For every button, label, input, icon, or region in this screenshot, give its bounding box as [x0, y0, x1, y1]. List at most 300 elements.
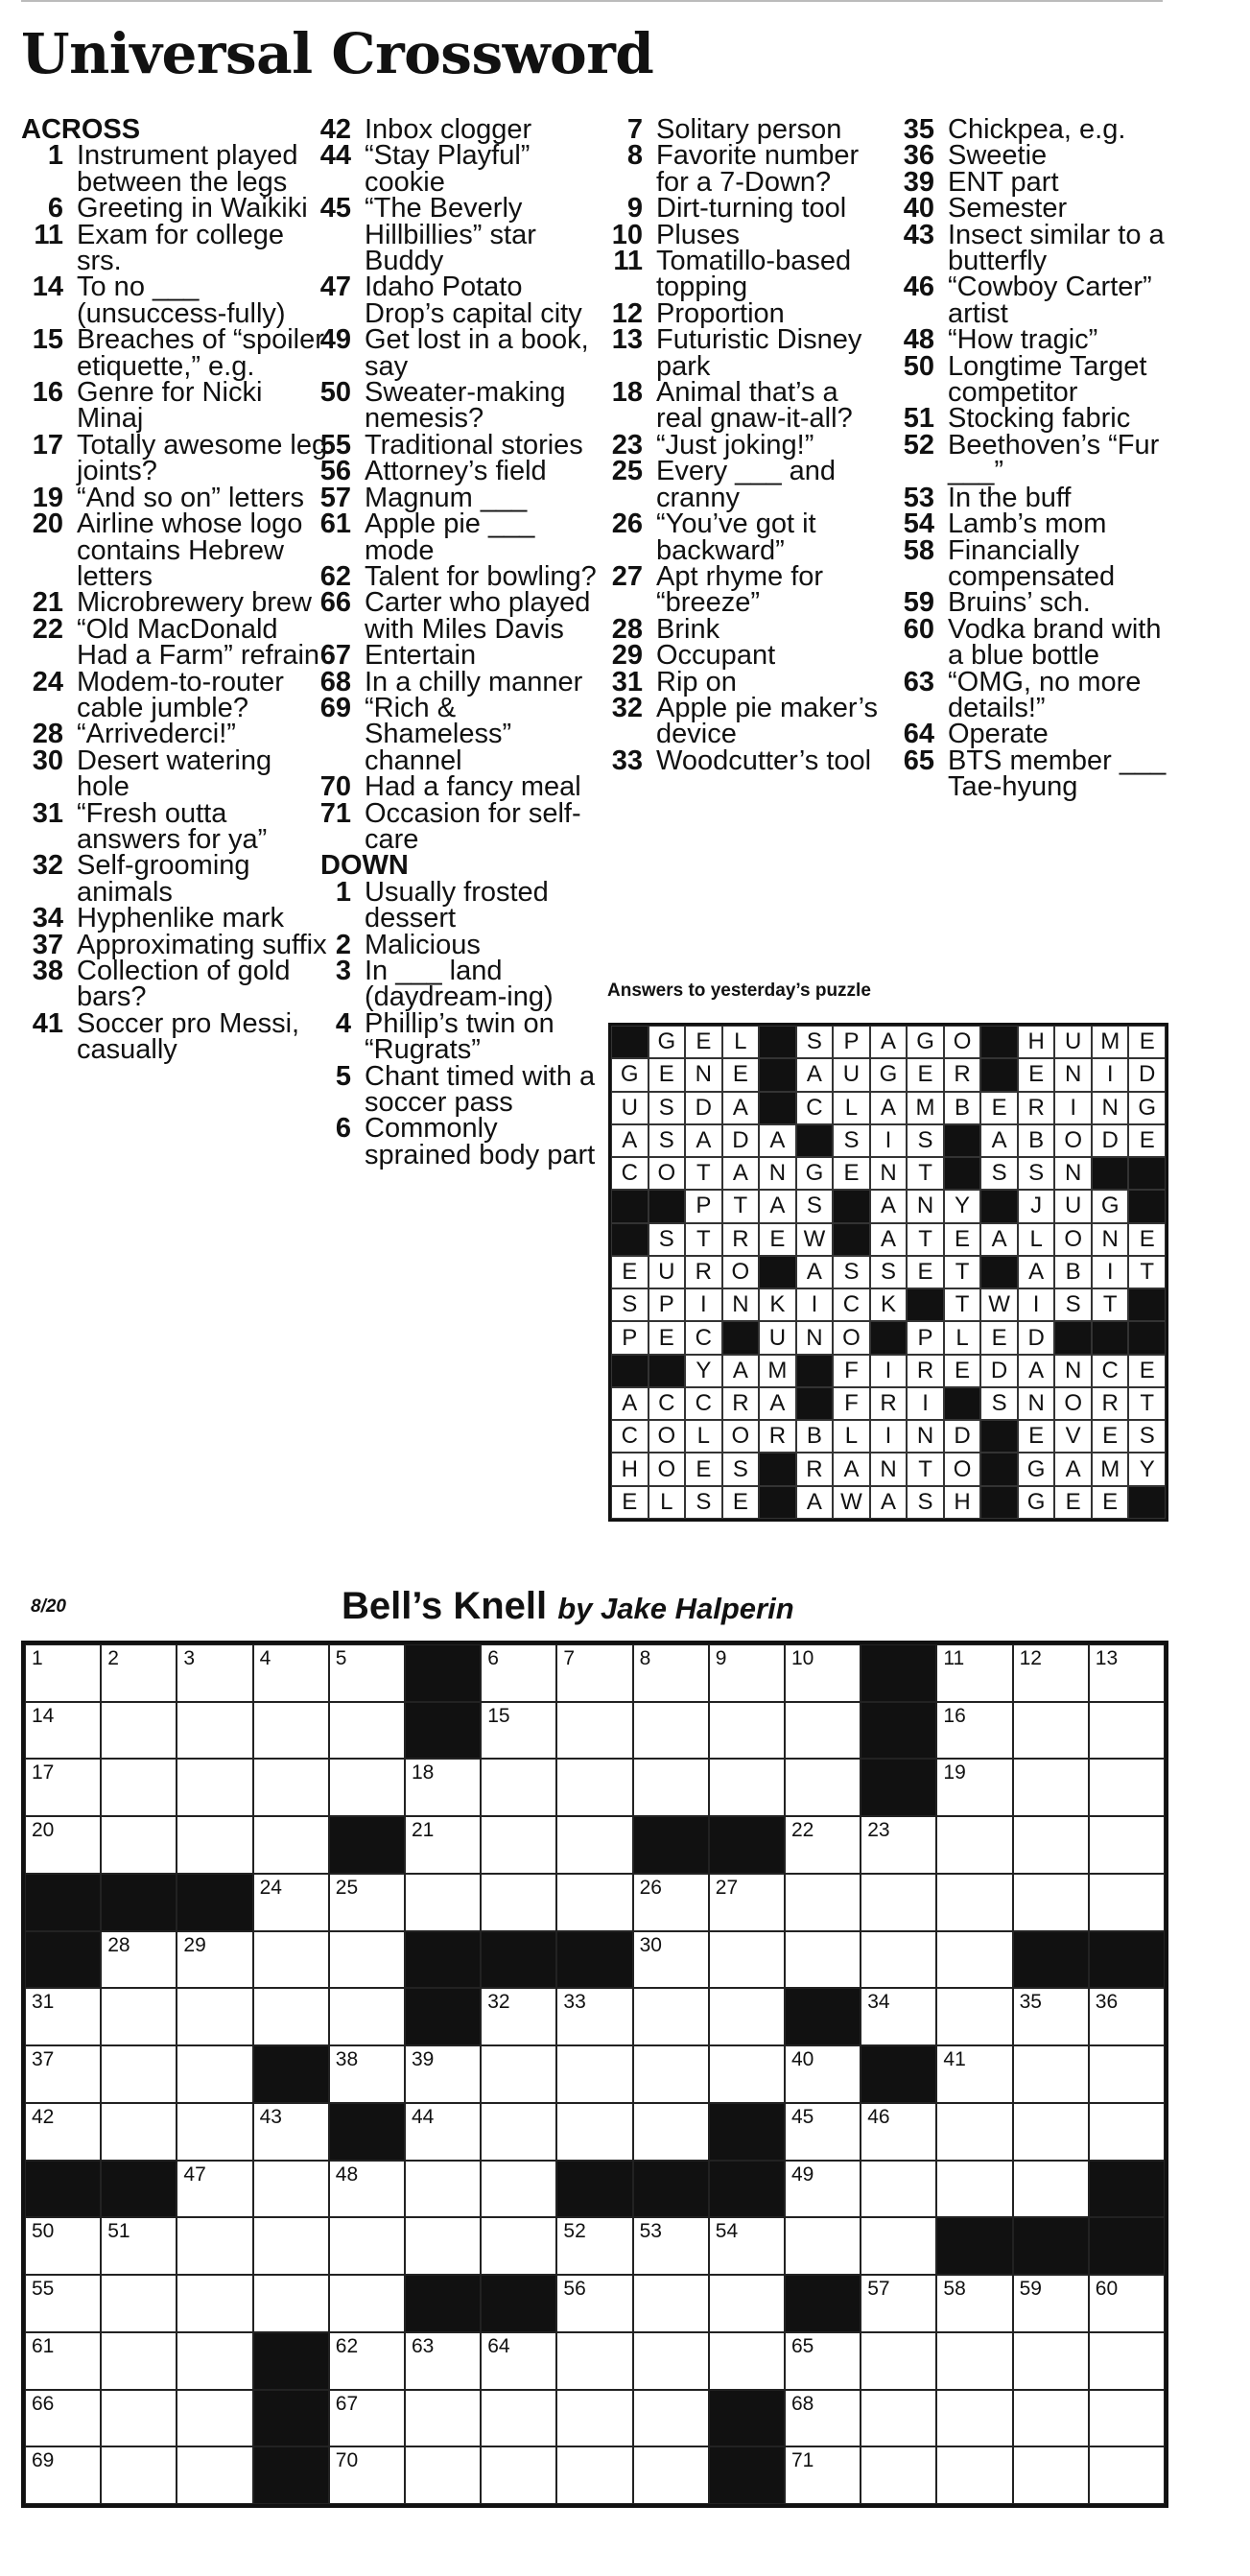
- answer-letter: K: [759, 1288, 796, 1321]
- answer-letter: N: [1054, 1157, 1092, 1190]
- grid-cell[interactable]: [556, 1644, 632, 1702]
- grid-cell[interactable]: [1013, 2390, 1089, 2447]
- grid-cell[interactable]: [1089, 1816, 1165, 1874]
- grid-cell[interactable]: [861, 2446, 936, 2504]
- clue-text: Every ___ and cranny: [656, 456, 837, 513]
- cell-number: 31: [32, 1991, 55, 2014]
- grid-cell[interactable]: [101, 2390, 177, 2447]
- grid-cell[interactable]: [405, 1816, 481, 1874]
- answer-block: [980, 1453, 1018, 1485]
- clue-text: Usually frosted dessert: [365, 876, 549, 934]
- clue-text: “Fresh outta answers for ya”: [77, 797, 268, 855]
- grid-cell[interactable]: [329, 2161, 405, 2218]
- grid-cell[interactable]: [177, 2103, 252, 2161]
- clue-column-1: [21, 114, 328, 1066]
- grid-cell[interactable]: [481, 1702, 556, 1760]
- grid-cell[interactable]: [633, 1702, 709, 1760]
- grid-cell[interactable]: [101, 1988, 177, 2045]
- grid-cell[interactable]: [25, 2446, 101, 2504]
- answer-block: [759, 1026, 796, 1058]
- answer-letter: F: [833, 1387, 870, 1420]
- grid-cell[interactable]: [556, 2275, 632, 2332]
- clue-number: 32: [32, 850, 63, 882]
- grid-cell[interactable]: [785, 1816, 861, 1874]
- grid-cell[interactable]: [253, 1988, 329, 2045]
- grid-cell[interactable]: [25, 1759, 101, 1816]
- grid-cell[interactable]: [1089, 2103, 1165, 2161]
- grid-cell[interactable]: [253, 1644, 329, 1702]
- grid-cell[interactable]: [861, 2103, 936, 2161]
- grid-cell[interactable]: [936, 1759, 1012, 1816]
- grid-cell[interactable]: [329, 2275, 405, 2332]
- grid-cell[interactable]: [177, 1759, 252, 1816]
- grid-cell[interactable]: [1089, 2275, 1165, 2332]
- grid-cell[interactable]: [481, 2217, 556, 2275]
- answer-letter: T: [944, 1256, 981, 1288]
- grid-cell[interactable]: [101, 1759, 177, 1816]
- grid-cell[interactable]: [1013, 1644, 1089, 1702]
- cell-number: 7: [563, 1647, 576, 1669]
- grid-cell[interactable]: [556, 2103, 632, 2161]
- grid-cell[interactable]: [101, 2446, 177, 2504]
- answer-letter: K: [870, 1288, 908, 1321]
- clue-item: [601, 560, 888, 619]
- clue-text: Rip on: [656, 666, 737, 697]
- grid-cell[interactable]: [633, 1759, 709, 1816]
- grid-cell[interactable]: [556, 1816, 632, 1874]
- grid-cell[interactable]: [785, 2446, 861, 2504]
- grid-cell[interactable]: [861, 1874, 936, 1931]
- clue-text: Chickpea, e.g.: [948, 114, 1126, 145]
- clue-item: [21, 508, 328, 592]
- grid-cell[interactable]: [785, 1702, 861, 1760]
- answer-letter: G: [796, 1157, 834, 1190]
- grid-cell[interactable]: [633, 1988, 709, 2045]
- clue-item: [21, 274, 328, 327]
- grid-cell[interactable]: [405, 2446, 481, 2504]
- grid-cell[interactable]: [405, 2390, 481, 2447]
- grid-cell[interactable]: [329, 2390, 405, 2447]
- answer-letter: S: [1054, 1288, 1092, 1321]
- grid-cell[interactable]: [633, 2390, 709, 2447]
- answer-letter: S: [611, 1288, 649, 1321]
- answer-letter: E: [611, 1486, 649, 1519]
- grid-cell[interactable]: [329, 2217, 405, 2275]
- cell-number: 28: [107, 1933, 130, 1956]
- grid-cell[interactable]: [481, 2045, 556, 2103]
- grid-cell[interactable]: [177, 2275, 252, 2332]
- grid-cell[interactable]: [556, 2045, 632, 2103]
- clue-text: Solitary person: [656, 114, 842, 145]
- answer-letter: G: [870, 1058, 908, 1091]
- grid-cell[interactable]: [785, 1874, 861, 1931]
- answer-letter: N: [870, 1157, 908, 1190]
- grid-cell[interactable]: [936, 1988, 1012, 2045]
- grid-cell[interactable]: [785, 2390, 861, 2447]
- clue-item: [601, 640, 888, 672]
- clue-item: [21, 193, 328, 225]
- grid-cell[interactable]: [405, 2217, 481, 2275]
- answer-letter: A: [870, 1092, 908, 1124]
- grid-cell[interactable]: [1013, 1702, 1089, 1760]
- answer-block: [611, 1026, 649, 1058]
- clue-number: 69: [319, 692, 351, 723]
- grid-cell[interactable]: [481, 2332, 556, 2390]
- grid-block: [1089, 2217, 1165, 2275]
- grid-cell[interactable]: [25, 2332, 101, 2390]
- grid-cell[interactable]: [861, 2217, 936, 2275]
- grid-cell[interactable]: [633, 2332, 709, 2390]
- grid-cell[interactable]: [709, 1988, 785, 2045]
- grid-cell[interactable]: [1089, 2390, 1165, 2447]
- grid-cell[interactable]: [405, 1759, 481, 1816]
- grid-block: [861, 1702, 936, 1760]
- grid-cell[interactable]: [481, 1816, 556, 1874]
- grid-cell[interactable]: [556, 2390, 632, 2447]
- grid-cell[interactable]: [1013, 1988, 1089, 2045]
- grid-cell[interactable]: [1089, 1759, 1165, 1816]
- answer-letter: E: [1128, 1223, 1166, 1256]
- answer-letter: R: [870, 1387, 908, 1420]
- grid-cell[interactable]: [1089, 1874, 1165, 1931]
- grid-cell[interactable]: [1089, 2045, 1165, 2103]
- grid-cell[interactable]: [25, 1644, 101, 1702]
- grid-cell[interactable]: [633, 2446, 709, 2504]
- grid-cell[interactable]: [936, 1702, 1012, 1760]
- grid-cell[interactable]: [177, 1931, 252, 1989]
- grid-cell[interactable]: [329, 1644, 405, 1702]
- grid-cell[interactable]: [556, 1759, 632, 1816]
- answer-letter: T: [685, 1157, 722, 1190]
- grid-cell[interactable]: [253, 1702, 329, 1760]
- answer-block: [980, 1190, 1018, 1222]
- grid-cell[interactable]: [329, 2446, 405, 2504]
- clue-number: 60: [903, 613, 934, 645]
- cell-number: 44: [411, 2105, 435, 2128]
- grid-cell[interactable]: [936, 2045, 1012, 2103]
- grid-cell[interactable]: [1013, 1816, 1089, 1874]
- grid-cell[interactable]: [556, 1874, 632, 1931]
- grid-cell[interactable]: [709, 2332, 785, 2390]
- grid-cell[interactable]: [25, 1816, 101, 1874]
- grid-cell[interactable]: [25, 2103, 101, 2161]
- answer-block: [833, 1223, 870, 1256]
- grid-cell[interactable]: [253, 1759, 329, 1816]
- grid-cell[interactable]: [405, 2161, 481, 2218]
- grid-cell[interactable]: [177, 2217, 252, 2275]
- grid-cell[interactable]: [329, 1874, 405, 1931]
- cell-number: 36: [1095, 1991, 1119, 2014]
- clue-number: 12: [611, 297, 643, 329]
- clue-number: 8: [626, 140, 643, 172]
- grid-cell[interactable]: [405, 1874, 481, 1931]
- answer-letter: V: [1054, 1420, 1092, 1453]
- clue-text: Inbox clogger: [365, 114, 532, 145]
- grid-cell[interactable]: [177, 1988, 252, 2045]
- grid-cell[interactable]: [936, 1816, 1012, 1874]
- answer-letter: C: [796, 1092, 834, 1124]
- answer-letter: C: [611, 1420, 649, 1453]
- grid-cell[interactable]: [936, 2390, 1012, 2447]
- grid-cell[interactable]: [177, 2045, 252, 2103]
- grid-cell[interactable]: [861, 1931, 936, 1989]
- clue-text: Collection of gold bars?: [77, 956, 291, 1013]
- cell-number: 42: [32, 2105, 55, 2128]
- grid-cell[interactable]: [936, 2103, 1012, 2161]
- grid-cell[interactable]: [1089, 2446, 1165, 2504]
- grid-cell[interactable]: [177, 2332, 252, 2390]
- grid-cell[interactable]: [177, 1644, 252, 1702]
- grid-cell[interactable]: [25, 1988, 101, 2045]
- answer-letter: B: [944, 1092, 981, 1124]
- clue-text: Occasion for self-care: [365, 797, 581, 855]
- grid-cell[interactable]: [481, 1988, 556, 2045]
- grid-cell[interactable]: [253, 2217, 329, 2275]
- grid-cell[interactable]: [1089, 1702, 1165, 1760]
- grid-cell[interactable]: [556, 1702, 632, 1760]
- cell-number: 2: [107, 1647, 119, 1669]
- answer-block: [611, 1190, 649, 1222]
- grid-cell[interactable]: [1013, 2045, 1089, 2103]
- grid-cell[interactable]: [861, 1988, 936, 2045]
- answer-letter: D: [1092, 1124, 1129, 1157]
- grid-cell[interactable]: [25, 2217, 101, 2275]
- grid-cell[interactable]: [633, 2045, 709, 2103]
- grid-cell[interactable]: [329, 1931, 405, 1989]
- grid-cell[interactable]: [253, 1874, 329, 1931]
- grid-cell[interactable]: [785, 1931, 861, 1989]
- answer-letter: I: [1054, 1092, 1092, 1124]
- grid-cell[interactable]: [936, 2161, 1012, 2218]
- grid-cell[interactable]: [481, 2446, 556, 2504]
- grid-cell[interactable]: [253, 2161, 329, 2218]
- grid-cell[interactable]: [709, 1874, 785, 1931]
- clue-item: [21, 666, 328, 723]
- grid-cell[interactable]: [101, 2217, 177, 2275]
- grid-cell[interactable]: [329, 2045, 405, 2103]
- grid-cell[interactable]: [1013, 2275, 1089, 2332]
- grid-cell[interactable]: [253, 1931, 329, 1989]
- grid-cell[interactable]: [177, 1702, 252, 1760]
- grid-cell[interactable]: [329, 1702, 405, 1760]
- grid-cell[interactable]: [481, 2103, 556, 2161]
- grid-cell[interactable]: [329, 1759, 405, 1816]
- grid-cell[interactable]: [785, 2045, 861, 2103]
- grid-cell[interactable]: [25, 2275, 101, 2332]
- answer-letter: S: [649, 1092, 686, 1124]
- grid-cell[interactable]: [556, 2446, 632, 2504]
- answer-letter: L: [833, 1092, 870, 1124]
- grid-cell[interactable]: [101, 1816, 177, 1874]
- clue-text: “Just joking!”: [656, 429, 814, 461]
- cell-number: 71: [790, 2449, 814, 2472]
- answer-letter: E: [1018, 1420, 1055, 1453]
- grid-cell[interactable]: [253, 2275, 329, 2332]
- answer-letter: D: [685, 1092, 722, 1124]
- grid-cell[interactable]: [785, 1644, 861, 1702]
- cell-number: 43: [259, 2105, 282, 2128]
- grid-cell[interactable]: [861, 2161, 936, 2218]
- grid-cell[interactable]: [633, 2275, 709, 2332]
- clue-item: [21, 797, 328, 855]
- grid-cell[interactable]: [1013, 2103, 1089, 2161]
- grid-cell[interactable]: [1089, 1988, 1165, 2045]
- grid-cell[interactable]: [101, 1702, 177, 1760]
- clue-text: Apple pie ___ mode: [365, 508, 535, 566]
- answer-letter: G: [1018, 1486, 1055, 1519]
- clue-number: 28: [611, 613, 643, 645]
- grid-cell[interactable]: [1089, 1644, 1165, 1702]
- grid-cell[interactable]: [177, 1816, 252, 1874]
- answer-letter: C: [649, 1387, 686, 1420]
- grid-cell[interactable]: [936, 2446, 1012, 2504]
- clue-text: Dirt-turning tool: [656, 193, 847, 225]
- grid-cell[interactable]: [1013, 2332, 1089, 2390]
- grid-cell[interactable]: [936, 1644, 1012, 1702]
- grid-cell[interactable]: [709, 1931, 785, 1989]
- clue-text: Phillip’s twin on “Rugrats”: [365, 1007, 554, 1066]
- grid-cell[interactable]: [709, 2045, 785, 2103]
- grid-cell[interactable]: [861, 2332, 936, 2390]
- grid-cell[interactable]: [405, 2045, 481, 2103]
- grid-cell[interactable]: [405, 2103, 481, 2161]
- grid-cell[interactable]: [177, 2161, 252, 2218]
- clue-column-4: [892, 114, 1170, 803]
- grid-cell[interactable]: [101, 2045, 177, 2103]
- answer-letter: L: [649, 1486, 686, 1519]
- grid-cell[interactable]: [556, 1988, 632, 2045]
- grid-cell[interactable]: [633, 2103, 709, 2161]
- grid-cell[interactable]: [101, 2275, 177, 2332]
- grid-cell[interactable]: [785, 1759, 861, 1816]
- grid-cell[interactable]: [101, 1644, 177, 1702]
- grid-cell[interactable]: [785, 2332, 861, 2390]
- answer-block: [611, 1223, 649, 1256]
- grid-cell[interactable]: [481, 2161, 556, 2218]
- grid-cell[interactable]: [785, 2161, 861, 2218]
- answer-letter: T: [944, 1288, 981, 1321]
- grid-cell[interactable]: [709, 2275, 785, 2332]
- grid-cell[interactable]: [785, 2103, 861, 2161]
- answer-letter: T: [1128, 1256, 1166, 1288]
- answer-letter: U: [1054, 1190, 1092, 1222]
- clue-item: [601, 219, 888, 250]
- clue-item: [309, 274, 597, 327]
- grid-cell[interactable]: [329, 2332, 405, 2390]
- answer-letter: H: [1018, 1026, 1055, 1058]
- grid-cell[interactable]: [253, 1816, 329, 1874]
- grid-cell[interactable]: [177, 2446, 252, 2504]
- answer-letter: I: [907, 1387, 944, 1420]
- clue-text: ENT part: [948, 166, 1059, 198]
- grid-block: [861, 1759, 936, 1816]
- clue-number: 39: [903, 166, 934, 198]
- answer-letter: W: [833, 1486, 870, 1519]
- grid-cell[interactable]: [1013, 2446, 1089, 2504]
- grid-cell[interactable]: [481, 2390, 556, 2447]
- grid-cell[interactable]: [633, 1931, 709, 1989]
- grid-cell[interactable]: [709, 1702, 785, 1760]
- grid-cell[interactable]: [25, 2045, 101, 2103]
- answer-letter: E: [907, 1256, 944, 1288]
- grid-block: [329, 1816, 405, 1874]
- grid-cell[interactable]: [101, 2103, 177, 2161]
- clue-text: Semester: [948, 193, 1068, 225]
- grid-cell[interactable]: [936, 1931, 1012, 1989]
- grid-cell[interactable]: [1089, 2332, 1165, 2390]
- answer-letter: T: [907, 1223, 944, 1256]
- grid-cell[interactable]: [1013, 1874, 1089, 1931]
- grid-cell[interactable]: [936, 2332, 1012, 2390]
- grid-cell[interactable]: [556, 2332, 632, 2390]
- answer-letter: I: [796, 1288, 834, 1321]
- clue-text: Instrument played between the legs: [77, 140, 298, 198]
- clue-text: Sweetie: [948, 140, 1048, 172]
- clue-item: [601, 140, 888, 198]
- grid-cell[interactable]: [177, 2390, 252, 2447]
- answer-block: [1092, 1157, 1129, 1190]
- grid-cell[interactable]: [556, 2217, 632, 2275]
- grid-cell[interactable]: [633, 1644, 709, 1702]
- answer-letter: O: [722, 1420, 760, 1453]
- answer-letter: A: [722, 1157, 760, 1190]
- grid-cell[interactable]: [481, 1644, 556, 1702]
- grid-cell[interactable]: [405, 2332, 481, 2390]
- clue-text: Modem-to-router cable jumble?: [77, 666, 284, 723]
- answer-letter: T: [722, 1190, 760, 1222]
- answer-letter: E: [722, 1486, 760, 1519]
- clue-item: [309, 876, 597, 934]
- grid-cell[interactable]: [1013, 1759, 1089, 1816]
- grid-cell[interactable]: [25, 1702, 101, 1760]
- clue-number: 17: [32, 429, 63, 461]
- grid-cell[interactable]: [481, 1759, 556, 1816]
- answer-letter: C: [833, 1288, 870, 1321]
- grid-cell[interactable]: [633, 1874, 709, 1931]
- grid-cell[interactable]: [709, 1644, 785, 1702]
- grid-cell[interactable]: [861, 2390, 936, 2447]
- answer-letter: U: [649, 1256, 686, 1288]
- grid-cell[interactable]: [861, 2275, 936, 2332]
- answer-block: [1128, 1486, 1166, 1519]
- grid-cell[interactable]: [101, 2332, 177, 2390]
- grid-cell[interactable]: [709, 2217, 785, 2275]
- answer-letter: A: [796, 1058, 834, 1091]
- grid-block: [709, 2446, 785, 2504]
- grid-cell[interactable]: [481, 1874, 556, 1931]
- clue-item: [309, 929, 597, 960]
- grid-cell[interactable]: [1013, 2161, 1089, 2218]
- grid-cell[interactable]: [936, 2275, 1012, 2332]
- grid-cell[interactable]: [101, 1931, 177, 1989]
- grid-cell[interactable]: [936, 1874, 1012, 1931]
- clue-item: [309, 666, 597, 697]
- cell-number: 54: [715, 2220, 739, 2243]
- answer-letter: C: [685, 1321, 722, 1354]
- clue-item: [601, 508, 888, 566]
- clue-item: [309, 456, 597, 487]
- grid-cell[interactable]: [329, 1988, 405, 2045]
- grid-cell[interactable]: [709, 1759, 785, 1816]
- answer-letter: U: [1054, 1026, 1092, 1058]
- grid-cell[interactable]: [785, 2217, 861, 2275]
- grid-cell[interactable]: [253, 2103, 329, 2161]
- grid-cell[interactable]: [861, 1816, 936, 1874]
- grid-cell[interactable]: [25, 2390, 101, 2447]
- grid-cell[interactable]: [633, 2217, 709, 2275]
- clue-text: “OMG, no more details!”: [948, 666, 1142, 723]
- clue-text: Airline whose logo contains Hebrew letters: [77, 508, 303, 592]
